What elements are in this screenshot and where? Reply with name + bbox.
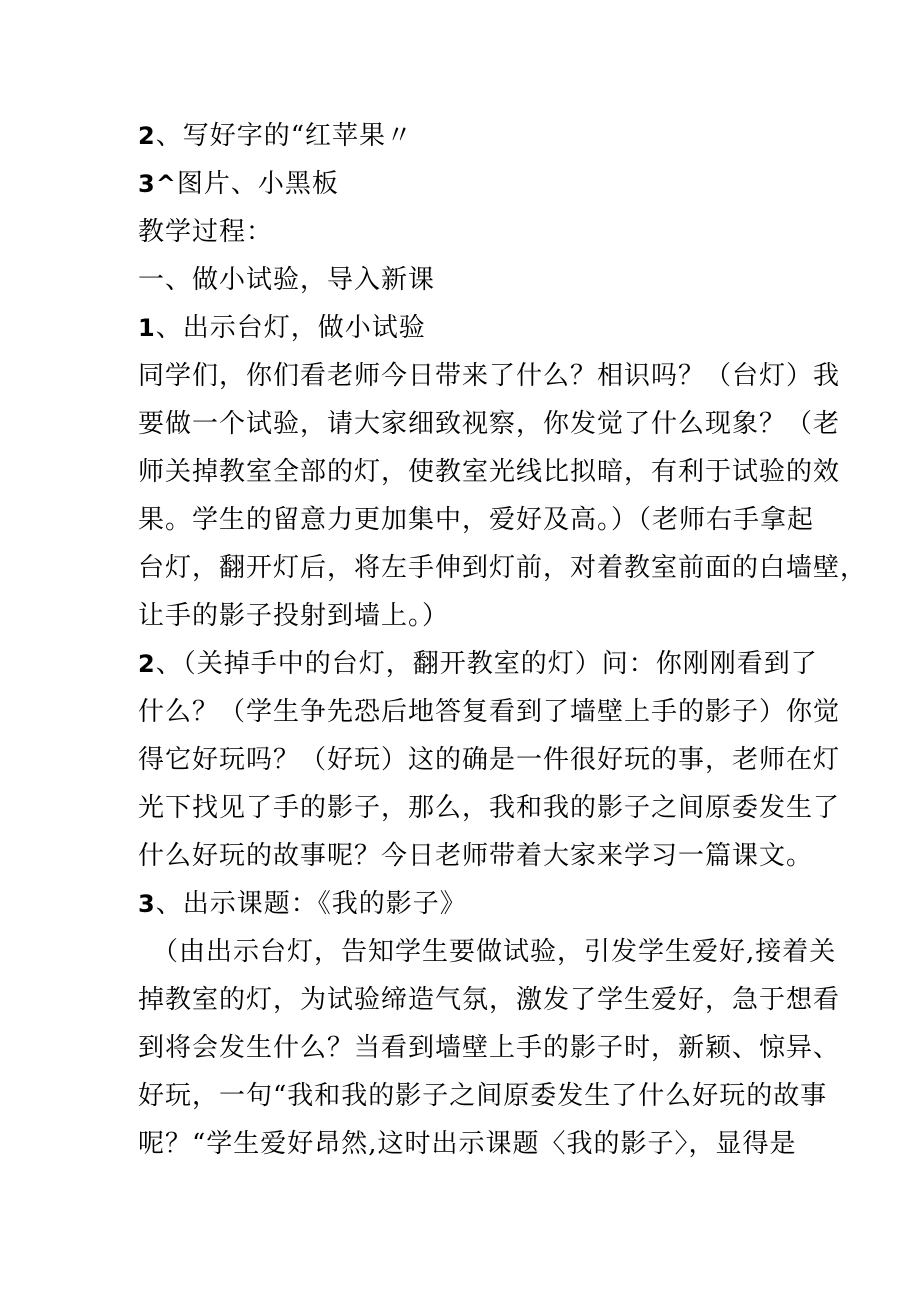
- text-line: [138, 454, 841, 490]
- line-text: 教学过程：: [138, 217, 274, 247]
- text-line: [138, 742, 841, 778]
- text-line: [138, 694, 841, 730]
- text-line: [138, 550, 868, 586]
- line-text: 呢？“学生爱好昂然,这时出示课题〈我的影子〉，显得是: [138, 1129, 797, 1159]
- text-line: [152, 934, 837, 970]
- text-line: [138, 1126, 798, 1162]
- line-text: 到将会发生什么？当看到墙壁上手的影子时，新颖、惊异、: [138, 1033, 841, 1063]
- line-text: 掉教室的灯，为试验缔造气氛，激发了学生爱好，急于想看: [138, 985, 841, 1015]
- text-line: [138, 886, 798, 922]
- line-text: （由出示台灯，告知学生要做试验，引发学生爱好,接着关: [152, 937, 837, 967]
- line-text: 图片、小黑板: [176, 169, 339, 199]
- line-text: 师关掉教室全部的灯，使教室光线比拟暗，有利于试验的效: [138, 457, 841, 487]
- line-text: 同学们，你们看老师今日带来了什么？相识吗？（台灯）我: [138, 361, 841, 391]
- text-line: [138, 214, 798, 250]
- text-line: [138, 838, 814, 874]
- line-text: 什么好玩的故事呢？今日老师带着大家来学习一篇课文。: [138, 841, 814, 871]
- list-number: 2: [138, 122, 156, 150]
- list-number: 1: [138, 314, 156, 342]
- text-line: [138, 1078, 828, 1114]
- text-line: [138, 646, 818, 682]
- line-text: 什么？（学生争先恐后地答复看到了墙壁上手的影子）你觉: [138, 697, 841, 727]
- text-line: [138, 1030, 841, 1066]
- text-line: [138, 790, 841, 826]
- line-text: 、写好字的“红苹果〃: [155, 121, 413, 151]
- line-text: 台灯，翻开灯后，将左手伸到灯前，对着教室前面的白墙壁，: [138, 553, 868, 583]
- line-text: 要做一个试验，请大家细致视察，你发觉了什么现象？（老: [138, 409, 841, 439]
- line-text: 果。学生的留意力更加集中，爱好及高。）（老师右手拿起: [138, 505, 815, 535]
- line-text: 、（关掉手中的台灯，翻开教室的灯）问：你刚刚看到了: [155, 649, 818, 679]
- text-line: [138, 358, 841, 394]
- list-number: 3^: [138, 170, 177, 198]
- line-text: 让手的影子投射到墙上。）: [138, 601, 450, 631]
- line-text: 、出示台灯，做小试验: [155, 313, 426, 343]
- line-text: 得它好玩吗？（好玩）这的确是一件很好玩的事，老师在灯: [138, 745, 841, 775]
- text-line: [138, 310, 798, 346]
- list-number: 3: [138, 890, 156, 918]
- text-line: [138, 598, 798, 634]
- line-text: 、出示课题：《我的影子》: [155, 889, 467, 919]
- text-line: [138, 166, 798, 202]
- line-text: 光下找见了手的影子，那么，我和我的影子之间原委发生了: [138, 793, 841, 823]
- line-text: 好玩，一句“我和我的影子之间原委发生了什么好玩的故事: [138, 1081, 828, 1111]
- list-number: 2: [138, 650, 156, 678]
- line-text: 一、做小试验，导入新课: [138, 265, 436, 295]
- section-heading: [138, 262, 798, 298]
- text-line: [138, 982, 841, 1018]
- text-line: [138, 118, 798, 154]
- text-line: [138, 502, 815, 538]
- text-line: [138, 406, 841, 442]
